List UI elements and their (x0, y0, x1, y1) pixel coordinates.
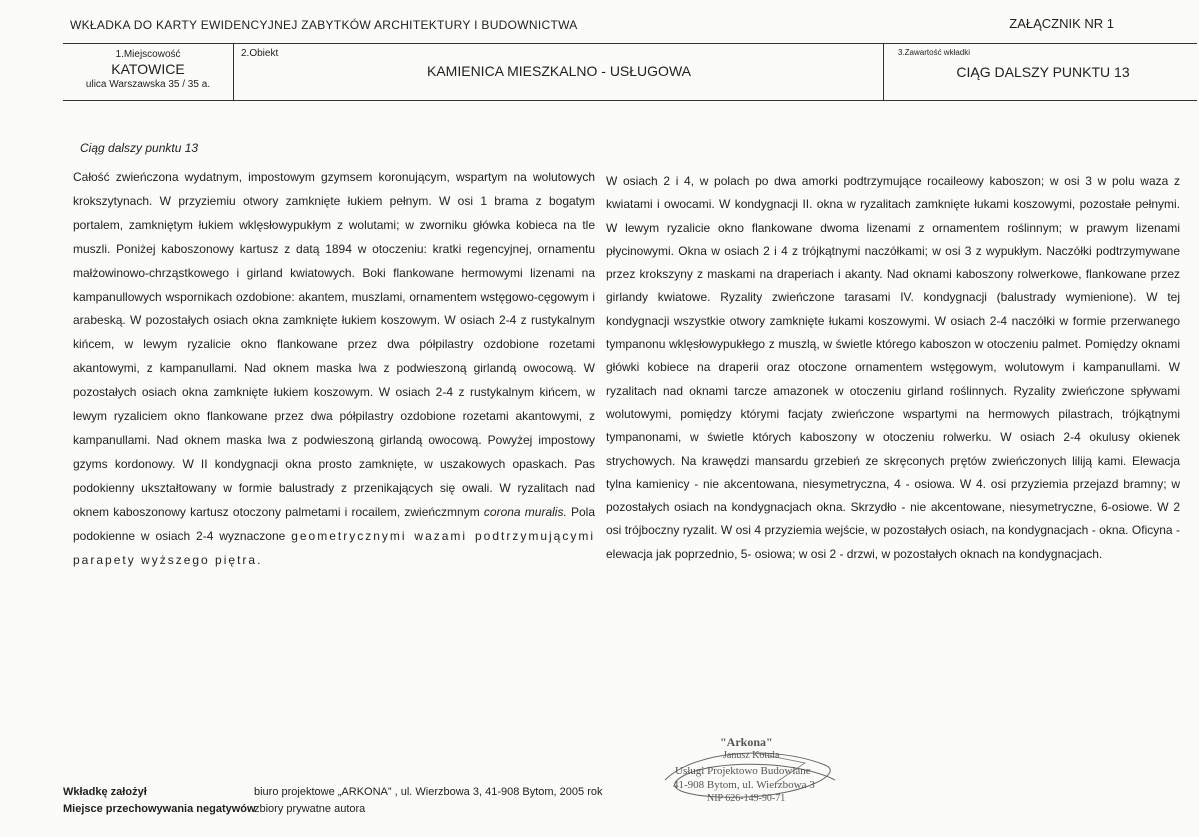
street-value: ulica Warszawska 35 / 35 a. (85, 79, 211, 90)
created-value: biuro projektowe „ARKONA” , ul. Wierzbowa 3, 41-908 Bytom, 2005 rok (254, 786, 603, 798)
object-label: 2.Obiekt (241, 48, 279, 59)
storage-label: Miejsce przechowywania negatywów (63, 803, 256, 815)
left-paragraph-last: geometrycznymi wazami podtrzymującymi parapety wyższego piętra. (73, 528, 595, 567)
right-paragraph: W osiach 2 i 4, w polach po dwa amorki podtrzymujące rocaileowy kaboszon; w osi 3 w polu waza z kwiatami i owocami. W kondygnacji II. okna w ryzalitach zamknięte łukami koszowymi, pozostałe pełnymi. W lewym ryzalicie okno flankowane dwoma lizenami z ornamentem roślinnym; w prawym lizenami płycinowymi. Okna w osiach 2 i 4 z trójkątnymi naczółkami; w osi 3 z wypukłym. Naczółki podtrzymywane przez krokszyny z maskami na draperiach i akanty. Nad oknami kaboszony rolwerkowe, flankowane przez girlandy kwiatowe. Ryzality zwieńczone tarasami IV. kondygnacji (balustrady wymienione). W tej kondygnacji wszystkie otwory zamknięte łukami koszowymi. W osiach 2-4 naczółki w formie przerwanego tympanonu wklęsłowypukłego z muszlą, w świetle którego kaboszon w otoczeniu palmet. Pomiędzy oknami główki kobiece na draperii oraz otoczone ornamentem wstęgowym, wolutowym i kampanullami. W ryzalitach nad oknami tarcze amazonek w otoczeniu girland roślinnych. Ryzality zwieńczone spływami wolutowymi, pomiędzy którymi facjaty zwieńczone wspartymi na hermowych pilastrach, trójkątnymi tympanonami, w świetle których kaboszony w otoczeniu rolwerku. W osiach 2-4 okulusy okienek strychowych. Na krawędzi mansardu grzebień ze skręconych prętów zwieńczonych liliją kami. Elewacja tylna kamienicy - nie akcentowana, niesymetryczna, 4 - osiowa. W 4. osi przyziemia przejazd bramny; w pozostałych osiach na kondygnacjach okna. Skrzydło - nie akcentowane, niesymetryczne, 6-osiowe. W 2 osi trójboczny ryzalit. W osi 4 przyziemia wejście, w pozostałych osiach, na kondygnacjach - okna. Oficyna - elewacja jak poprzednio, 5- osiowa; w osi 2 - drzwi, w pozostałych oknach na kondygnacjach. (606, 174, 1180, 561)
header-fields-box (63, 43, 1197, 101)
divider (233, 44, 234, 100)
left-italic-phrase: corona muralis. (483, 504, 567, 519)
right-column-text (606, 170, 1180, 566)
attachment-label: ZAŁĄCZNIK NR 1 (1009, 16, 1114, 31)
contents-value: CIĄG DALSZY PUNKTU 13 (956, 64, 1130, 80)
object-value: KAMIENICA MIESZKALNO - USŁUGOWA (427, 63, 691, 79)
divider (883, 44, 884, 100)
locality-cell (63, 44, 233, 100)
left-paragraph-cont: Pola podokienne w osiach 2-4 wyznaczone (73, 504, 595, 543)
contents-label: 3.Zawartość wkładki (898, 48, 971, 57)
stamp-line-5: NIP 626-149-90-71 (707, 793, 786, 804)
left-column-text (73, 166, 595, 572)
locality-label: 1.Miejscowość (115, 49, 181, 60)
locality-value: KATOWICE (111, 61, 185, 77)
stamp-line-4: 41-908 Bytom, ul. Wierzbowa 3 (673, 779, 815, 791)
form-title: WKŁADKA DO KARTY EWIDENCYJNEJ ZABYTKÓW ARCHITEKTURY I BUDOWNICTWA (70, 18, 578, 32)
stamp-line-1: "Arkona" (720, 735, 773, 749)
created-label: Wkładkę założył (63, 786, 147, 798)
stamp-line-3: Usługi Projektowo Budowlane (675, 765, 811, 777)
company-stamp (655, 735, 860, 815)
left-paragraph: Całość zwieńczona wydatnym, impostowym gzymsem koronującym, wspartym na wolutowych krokszytynach. W przyziemiu otwory zamknięte łukiem pełnym. W osi 1 brama z bogatym portalem, zamkniętym łukiem wklęsłowypukłym z wolutami; w zworniku główka kobieca na tle muszli. Poniżej kaboszonowy kartusz z datą 1894 w otoczeniu: kratki regencyjnej, ornamentu małżowinowo-chrząstkowego i girland kwiatowych. Boki flankowane hermowymi lizenami na kampanullowych wspornikach ozdobione: akantem, muszlami, ornamentem wstęgowo-cęgowym i arabeską. W pozostałych osiach okna zamknięte łukiem koszowym. W osiach 2-4 z rustykalnym kińcem, w lewym ryzalicie okno flankowane przez dwa półpilastry ozdobione rozetami akantowymi, z kampanullami. Nad oknem maska lwa z podwieszoną girlandą owocową. W pozostałych osiach okna zamknięte łukiem koszowym. W osiach 2-4 z rustykalnym kińcem, w lewym ryzaliciem okno flankowane przez dwa półpilastry ozdobione rozetami akantowymi, z kampanullami. Nad oknem maska lwa z podwieszoną girlandą owocową. Powyżej impostowy gzyms kordonowy. W II kondygnacji okna prosto zamknięte, w uszakowych opaskach. Pas podokienny ukształtowany w formie balustrady z przenikających się owali. W ryzalitach nad oknem kaboszonowy kartusz otoczony palmetami i rocailem, zwieńczmnym (73, 170, 595, 519)
stamp-line-2: Janusz Kotula (723, 750, 780, 761)
storage-value: zbiory prywatne autora (254, 803, 366, 815)
section-subtitle: Ciąg dalszy punktu 13 (80, 141, 199, 155)
